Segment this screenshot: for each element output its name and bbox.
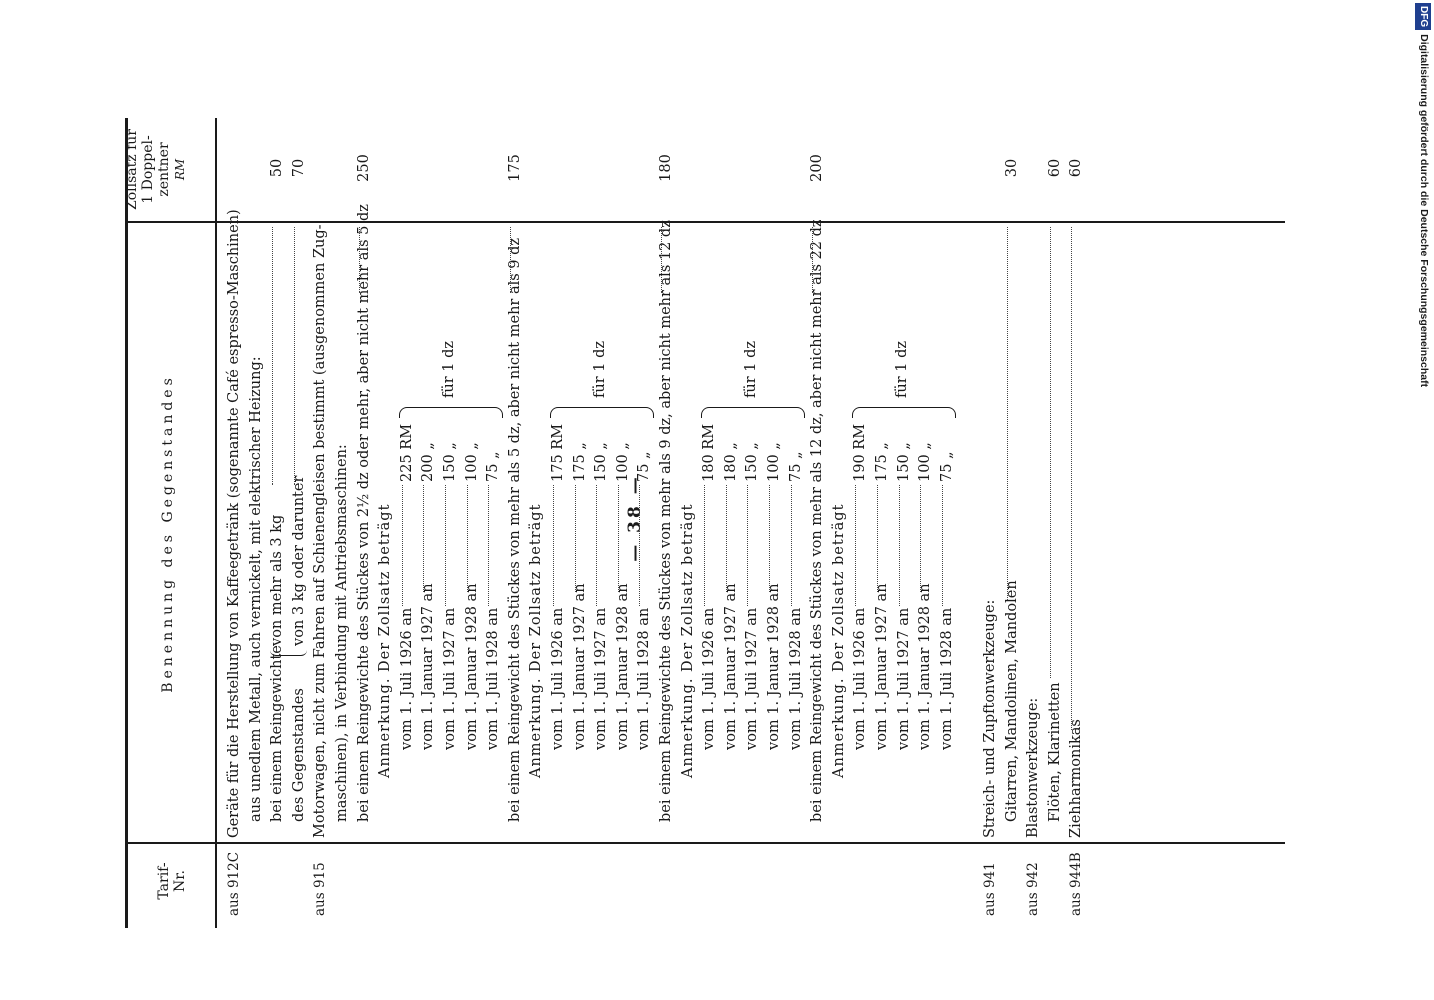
- table-row: [310, 118, 332, 918]
- item-description: Anmerkung. Der Zollsatz beträgt: [679, 503, 696, 778]
- table-row: [656, 118, 678, 918]
- scheduled-rate: 100 „: [614, 442, 631, 482]
- table-row: [699, 118, 721, 918]
- table-row: [462, 118, 484, 918]
- tariff-number: aus 941: [982, 862, 998, 916]
- rate-brace: [701, 407, 805, 418]
- dot-leader: [618, 485, 619, 592]
- duty-rate-value: 250: [355, 154, 372, 182]
- schedule-date: vom 1. Januar 1928 an: [766, 583, 782, 750]
- duty-rate-value: 50: [269, 158, 286, 178]
- dot-leader: [791, 485, 792, 606]
- table-row: [872, 118, 894, 918]
- dot-leader: [877, 485, 878, 592]
- schedule-date: vom 1. Juli 1926 an: [852, 607, 869, 750]
- item-description: Anmerkung. Der Zollsatz beträgt: [377, 503, 394, 778]
- table-row: [980, 118, 1002, 918]
- table-row: [591, 118, 613, 918]
- dot-leader: [704, 485, 705, 606]
- tariff-number: aus 915: [312, 862, 329, 916]
- scheduled-rate: 180 RM: [701, 423, 718, 482]
- table-row: [807, 118, 829, 918]
- header-description: Benennung des Gegenstandes: [160, 374, 176, 693]
- schedule-date: vom 1. Juli 1928 an: [787, 607, 804, 750]
- schedule-date: vom 1. Januar 1927 an: [722, 583, 739, 750]
- schedule-date: vom 1. Januar 1927 an: [571, 583, 588, 750]
- table-row: [829, 118, 851, 918]
- item-description: Anmerkung. Der Zollsatz beträgt: [830, 503, 847, 778]
- scheduled-rate: 200 „: [420, 442, 437, 482]
- dot-leader: [402, 485, 403, 606]
- scheduled-rate: 150 „: [593, 442, 610, 482]
- dot-leader: [553, 485, 554, 606]
- table-row: [289, 118, 311, 918]
- item-description: bei einem Reingewichte des Stückes von 2½ dz oder mehr, aber nicht mehr als 5 dz: [355, 204, 372, 822]
- table-row: [915, 118, 937, 918]
- scheduled-rate: 100 „: [917, 442, 934, 482]
- dot-leader: [294, 227, 295, 485]
- header-duty-rate: Zollsatz für 1 Doppel- zentner RM: [124, 129, 187, 210]
- tariff-number: aus 912C: [226, 851, 242, 916]
- scheduled-rate: 225 RM: [398, 423, 415, 482]
- duty-rate-value: 70: [290, 158, 307, 178]
- table-top-rule: [125, 118, 128, 928]
- table-row: [613, 118, 635, 918]
- dot-leader: [488, 485, 489, 606]
- schedule-date: vom 1. Juli 1928 an: [938, 607, 955, 750]
- table-row: [375, 118, 397, 918]
- per-dz-label: für 1 dz: [440, 340, 457, 398]
- table-row: [267, 118, 289, 918]
- item-description: bei einem Reingewicht des Stückes von mehr als 5 dz, aber nicht mehr als 9 dz: [506, 237, 523, 822]
- item-description: des Gegenstandes: [290, 688, 307, 822]
- item-description: Geräte für die Herstellung von Kaffeegetränk (sogenannte Café espresso-Maschinen): [226, 209, 242, 838]
- scheduled-rate: 100 „: [463, 442, 480, 482]
- table-row: [526, 118, 548, 918]
- scheduled-rate: 150 „: [895, 442, 912, 482]
- schedule-date: vom 1. Juli 1926 an: [550, 607, 566, 750]
- dot-leader: [423, 485, 424, 592]
- scheduled-rate: 150 „: [744, 442, 761, 482]
- scheduled-rate: 75 „: [787, 451, 804, 482]
- duty-rate-value: 60: [1046, 158, 1063, 178]
- table-row: [505, 118, 527, 918]
- table-row: [721, 118, 743, 918]
- dot-leader: [1007, 227, 1008, 600]
- item-description: Streich- und Zupftonwerkzeuge:: [982, 599, 998, 838]
- table-row: [354, 118, 376, 918]
- tariff-number: aus 944B: [1068, 852, 1085, 916]
- scheduled-rate: 150 „: [442, 442, 458, 482]
- table-row: [397, 118, 419, 918]
- item-description: Flöten, Klarinetten: [1046, 682, 1063, 822]
- table-row: [1002, 118, 1024, 918]
- side-credit: [1414, 3, 1432, 393]
- table-row: [937, 118, 959, 918]
- item-description: bei einem Reingewichte: [269, 645, 286, 822]
- weight-option: von mehr als 3 kg: [269, 514, 286, 646]
- schedule-date: vom 1. Januar 1928 an: [614, 583, 631, 750]
- table-row: [246, 118, 268, 918]
- duty-rate-value: 180: [658, 154, 674, 182]
- dot-leader: [726, 485, 727, 592]
- credit-text: Digitalisierung gefördert durch die Deutsche Forschungsgemeinschaft: [1418, 34, 1430, 388]
- per-dz-label: für 1 dz: [894, 340, 911, 398]
- table-row: [224, 118, 246, 918]
- rate-brace: [550, 407, 654, 418]
- duty-rate-value: 200: [809, 154, 826, 182]
- table-row: [742, 118, 764, 918]
- dot-leader: [661, 227, 662, 293]
- dot-leader: [596, 485, 597, 606]
- header-bottom-rule: [215, 118, 217, 928]
- item-description: Gitarren, Mandolinen, Mandolen: [1003, 580, 1020, 822]
- table-row: [764, 118, 786, 918]
- item-description: Ziehharmonikas: [1068, 719, 1085, 838]
- table-row: [440, 118, 462, 918]
- schedule-date: vom 1. Juli 1927 an: [593, 607, 610, 750]
- dot-leader: [639, 485, 640, 606]
- scheduled-rate: 75 „: [636, 451, 653, 482]
- table-row: [1066, 118, 1088, 918]
- duty-rate-value: 30: [1003, 158, 1020, 178]
- item-description: aus unedlem Metall, auch vernickelt, mit elektrischer Heizung:: [247, 356, 264, 822]
- table-row: [850, 118, 872, 918]
- schedule-date: vom 1. Juli 1927 an: [744, 607, 761, 750]
- duty-rate-value: 60: [1068, 158, 1085, 178]
- table-row: [634, 118, 656, 918]
- schedule-date: vom 1. Juli 1926 an: [701, 607, 718, 750]
- dot-leader: [920, 485, 921, 592]
- dot-leader: [575, 485, 576, 592]
- header-tariff-nr: Tarif- Nr.: [156, 862, 188, 900]
- dot-leader: [855, 485, 856, 606]
- dot-leader: [510, 227, 511, 293]
- rate-brace: [852, 407, 956, 418]
- table-row: [418, 118, 440, 918]
- table-row: [483, 118, 505, 918]
- dot-leader: [359, 227, 360, 293]
- dot-leader: [769, 485, 770, 592]
- scheduled-rate: 190 RM: [852, 423, 869, 482]
- schedule-date: vom 1. Januar 1928 an: [917, 583, 934, 750]
- dot-leader: [1050, 227, 1051, 678]
- schedule-date: vom 1. Juli 1926 an: [398, 607, 415, 750]
- dot-leader: [445, 485, 446, 606]
- table-row: [678, 118, 700, 918]
- schedule-date: vom 1. Juli 1927 an: [895, 607, 912, 750]
- dot-leader: [467, 485, 468, 592]
- dot-leader: [942, 485, 943, 606]
- scheduled-rate: 175 „: [571, 442, 588, 482]
- dot-leader: [812, 227, 813, 293]
- schedule-date: vom 1. Januar 1927 an: [420, 583, 437, 750]
- scheduled-rate: 75 „: [485, 451, 502, 482]
- per-dz-label: für 1 dz: [592, 340, 608, 398]
- scheduled-rate: 175 RM: [550, 423, 566, 482]
- schedule-date: vom 1. Juli 1928 an: [636, 607, 653, 750]
- duty-rate-value: 175: [506, 154, 523, 182]
- scheduled-rate: 100 „: [766, 442, 782, 482]
- item-description: bei einem Reingewicht des Stückes von mehr als 12 dz, aber nicht mehr als 22 dz: [809, 219, 826, 822]
- scheduled-rate: 75 „: [938, 451, 955, 482]
- weight-brace: [270, 649, 307, 656]
- item-description: Motorwagen, nicht zum Fahren auf Schienengleisen bestimmt (ausgenommen Zug-: [312, 224, 329, 838]
- table-row: [1045, 118, 1067, 918]
- table-row: [548, 118, 570, 918]
- rotated-tariff-page: [110, 118, 1310, 918]
- schedule-date: vom 1. Juli 1928 an: [485, 607, 502, 750]
- dot-leader: [1071, 227, 1072, 730]
- rate-brace: [399, 407, 503, 418]
- table-row: [786, 118, 808, 918]
- schedule-date: vom 1. Januar 1928 an: [463, 583, 480, 750]
- dfg-logo: DFG: [1415, 3, 1431, 30]
- weight-option: von 3 kg oder darunter: [290, 475, 307, 646]
- item-description: bei einem Reingewichte des Stückes von mehr als 9 dz, aber nicht mehr als 12 dz: [658, 220, 674, 822]
- scheduled-rate: 175 „: [874, 442, 890, 482]
- item-description: Blastonwerkzeuge:: [1025, 697, 1042, 838]
- item-description: Anmerkung. Der Zollsatz beträgt: [528, 503, 545, 778]
- dot-leader: [747, 485, 748, 606]
- schedule-date: vom 1. Januar 1927 an: [874, 583, 890, 750]
- dot-leader: [899, 485, 900, 606]
- schedule-date: vom 1. Juli 1927 an: [442, 607, 458, 750]
- table-row: [570, 118, 592, 918]
- page-number: — 38 —: [625, 474, 645, 562]
- per-dz-label: für 1 dz: [743, 340, 760, 398]
- tariff-number: aus 942: [1025, 862, 1042, 916]
- table-row: [1023, 118, 1045, 918]
- scheduled-rate: 180 „: [722, 442, 739, 482]
- dot-leader: [272, 227, 273, 485]
- table-row: [958, 118, 980, 918]
- table-row: [332, 118, 354, 918]
- table-row: [894, 118, 916, 918]
- item-description: maschinen), in Verbindung mit Antriebsmaschinen:: [334, 444, 350, 822]
